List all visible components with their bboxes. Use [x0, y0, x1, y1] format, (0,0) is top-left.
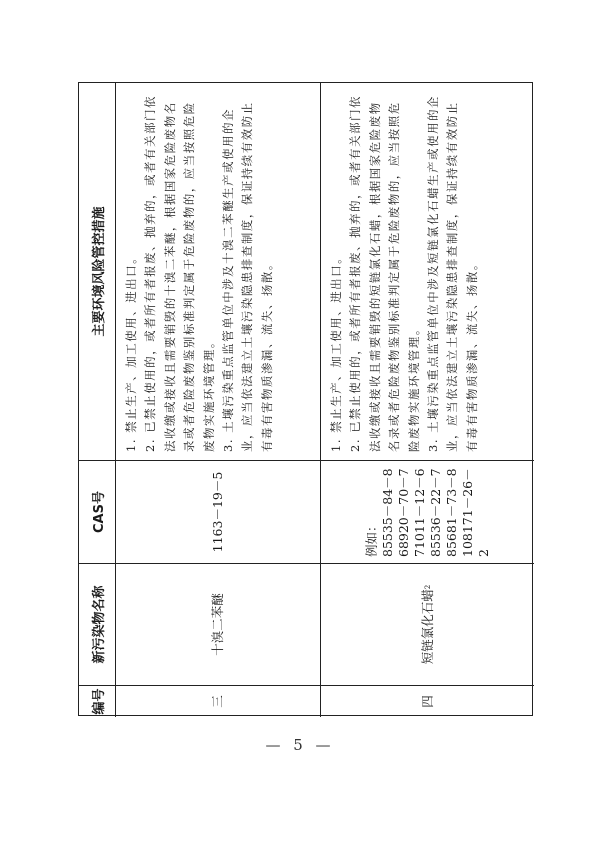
header-cas: CAS号	[79, 460, 115, 563]
cas-prefix: 例如：	[363, 519, 379, 557]
pollutant-name-text: 短链氯化石蜡	[419, 589, 435, 665]
cas-number: 85535－84－8	[379, 468, 395, 557]
cas-number-cell	[321, 460, 534, 563]
row-number: 三	[116, 685, 320, 717]
table-header-row	[79, 83, 116, 717]
cas-number: 85536－22－7	[427, 468, 443, 557]
cas-number: 108171－26－2	[459, 468, 491, 557]
measures-cell	[116, 83, 320, 460]
rotated-table-body	[79, 83, 534, 717]
measure-item: 1. 禁止生产、加工使用、进出口。	[329, 250, 343, 452]
measure-item: 3. 土壤污染重点监管单位中涉及十溴二苯醚生产或使用的企业，应当依法建立土壤污染隐患排查制度，保证持续有效防止有毒有害物质渗漏、流失、扬散。	[221, 101, 274, 452]
measure-item: 3. 土壤污染重点监管单位中涉及短链氯化石蜡生产或使用的企业，应当依法建立土壤污染隐患排查制度，保证持续有效防止有毒有害物质渗漏、流失、扬散。	[426, 94, 479, 452]
measure-item: 1. 禁止生产、加工使用、进出口。	[124, 250, 138, 452]
measure-item: 2. 已禁止使用的，或者所有者报废、抛弃的，或者有关部门依法收缴或接收且需要销毁的短链氯化石蜡，根据国家危险废物名录或者危险废物鉴别标准判定属于危险废物的，应当按照危险废物实施环境管理。	[348, 94, 421, 452]
cas-number: 85681－73－8	[443, 468, 459, 557]
pollutant-name	[321, 563, 534, 685]
cas-number: 71011－12－6	[411, 468, 427, 557]
header-number: 编号	[79, 685, 115, 717]
table-row	[116, 83, 321, 717]
footnote-marker: 2	[423, 584, 432, 590]
table-row	[321, 83, 534, 717]
cas-number-cell	[116, 460, 320, 563]
header-measures: 主要环境风险管控措施	[91, 206, 107, 337]
pollutant-name	[116, 563, 320, 685]
header-name: 新污染物名称	[79, 563, 115, 685]
page-number: — 5 —	[265, 736, 335, 754]
pollutant-table	[78, 82, 533, 716]
cas-number: 68920－70－7	[395, 468, 411, 557]
measures-cell	[321, 83, 534, 460]
pollutant-name-text: 十溴二苯醚	[210, 593, 225, 656]
cas-number: 1163－19－5	[210, 471, 225, 553]
measure-item: 2. 已禁止使用的，或者所有者报废、抛弃的，或者有关部门依法收缴或接收且需要销毁的十溴二苯醚，根据国家危险废物名录或者危险废物鉴别标准判定属于危险废物的，应当按照危险废物实施环境管理。	[143, 94, 216, 452]
row-number: 四	[321, 685, 534, 717]
